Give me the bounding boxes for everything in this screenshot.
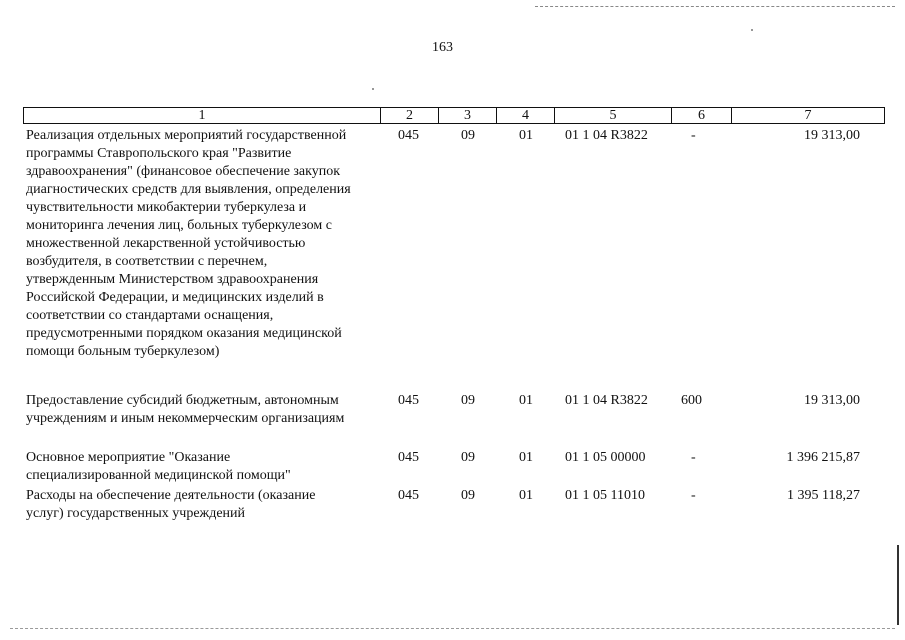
row-amount: 1 396 215,87: [786, 450, 860, 465]
row-name-line: диагностических средств для выявления, определения: [26, 182, 351, 197]
row-ministry-code: 045: [398, 393, 419, 408]
row-ministry-code: 045: [398, 450, 419, 465]
row-name-line: множественной лекарственной устойчивостью: [26, 236, 306, 251]
scan-artifact-bottom-line: [10, 628, 895, 629]
row-name-line: чувствительности микобактерии туберкулеза и: [26, 200, 307, 215]
row-name-line: соответствии со стандартами оснащения,: [26, 308, 274, 323]
row-name-line: Расходы на обеспечение деятельности (оказание: [26, 488, 316, 503]
row-name: [26, 392, 381, 428]
row-name-line: мониторинга лечения лиц, больных туберкулезом с: [26, 218, 332, 233]
row-name: [26, 487, 381, 523]
scan-artifact-right-edge: [897, 545, 899, 625]
row-name-line: возбудителя, в соответствии с перечнем,: [26, 254, 268, 269]
row-ministry-code: 045: [398, 488, 419, 503]
row-name-line: услуг) государственных учреждений: [26, 506, 246, 521]
header-cell-4: 4: [497, 108, 555, 123]
row-target-item: 01 1 05 00000: [565, 450, 646, 465]
table-row: [23, 127, 885, 362]
row-name-line: учреждениям и иным некоммерческим организациям: [26, 411, 345, 426]
row-amount: 1 395 118,27: [787, 488, 860, 503]
header-cell-7: 7: [804, 108, 812, 123]
header-cell-6: 6: [672, 108, 732, 123]
row-target-item: 01 1 04 R3822: [565, 128, 648, 143]
row-subsection-code: 01: [519, 488, 533, 503]
header-cell-2: 2: [381, 108, 439, 123]
row-name-line: программы Ставропольского края "Развитие: [26, 146, 292, 161]
table-row: [23, 449, 885, 487]
row-section-code: 09: [461, 393, 475, 408]
row-name-line: Реализация отдельных мероприятий государственной: [26, 128, 347, 143]
row-section-code: 09: [461, 128, 475, 143]
row-target-item: 01 1 05 11010: [565, 488, 645, 503]
row-subsection-code: 01: [519, 450, 533, 465]
header-cell-3: 3: [439, 108, 497, 123]
row-expense-type: -: [691, 488, 696, 503]
scan-speck: [372, 88, 374, 90]
scan-artifact-top-line: [535, 6, 895, 7]
row-name-line: помощи больным туберкулезом): [26, 344, 220, 359]
row-name: [26, 127, 381, 361]
row-expense-type: -: [691, 128, 696, 143]
scan-speck: [751, 29, 753, 31]
row-target-item: 01 1 04 R3822: [565, 393, 648, 408]
row-name: [26, 449, 381, 485]
table-row: [23, 392, 885, 432]
row-section-code: 09: [461, 450, 475, 465]
table-row: [23, 487, 885, 525]
page-number: 163: [432, 40, 453, 55]
row-expense-type: -: [691, 450, 696, 465]
row-section-code: 09: [461, 488, 475, 503]
row-name-line: предусмотренными порядком оказания медицинской: [26, 326, 342, 341]
row-name-line: Основное мероприятие "Оказание: [26, 450, 231, 465]
row-amount: 19 313,00: [804, 128, 860, 143]
row-name-line: Российской Федерации, и медицинских изделий в: [26, 290, 324, 305]
table-header-row: [23, 107, 885, 124]
row-name-line: специализированной медицинской помощи": [26, 468, 291, 483]
row-name-line: Предоставление субсидий бюджетным, автономным: [26, 393, 339, 408]
row-expense-type: 600: [681, 393, 702, 408]
row-ministry-code: 045: [398, 128, 419, 143]
header-cell-1: 1: [24, 108, 381, 123]
header-cell-5: 5: [555, 108, 672, 123]
row-subsection-code: 01: [519, 393, 533, 408]
row-subsection-code: 01: [519, 128, 533, 143]
row-name-line: утвержденным Министерством здравоохранения: [26, 272, 319, 287]
row-amount: 19 313,00: [804, 393, 860, 408]
row-name-line: здравоохранения" (финансовое обеспечение закупок: [26, 164, 341, 179]
